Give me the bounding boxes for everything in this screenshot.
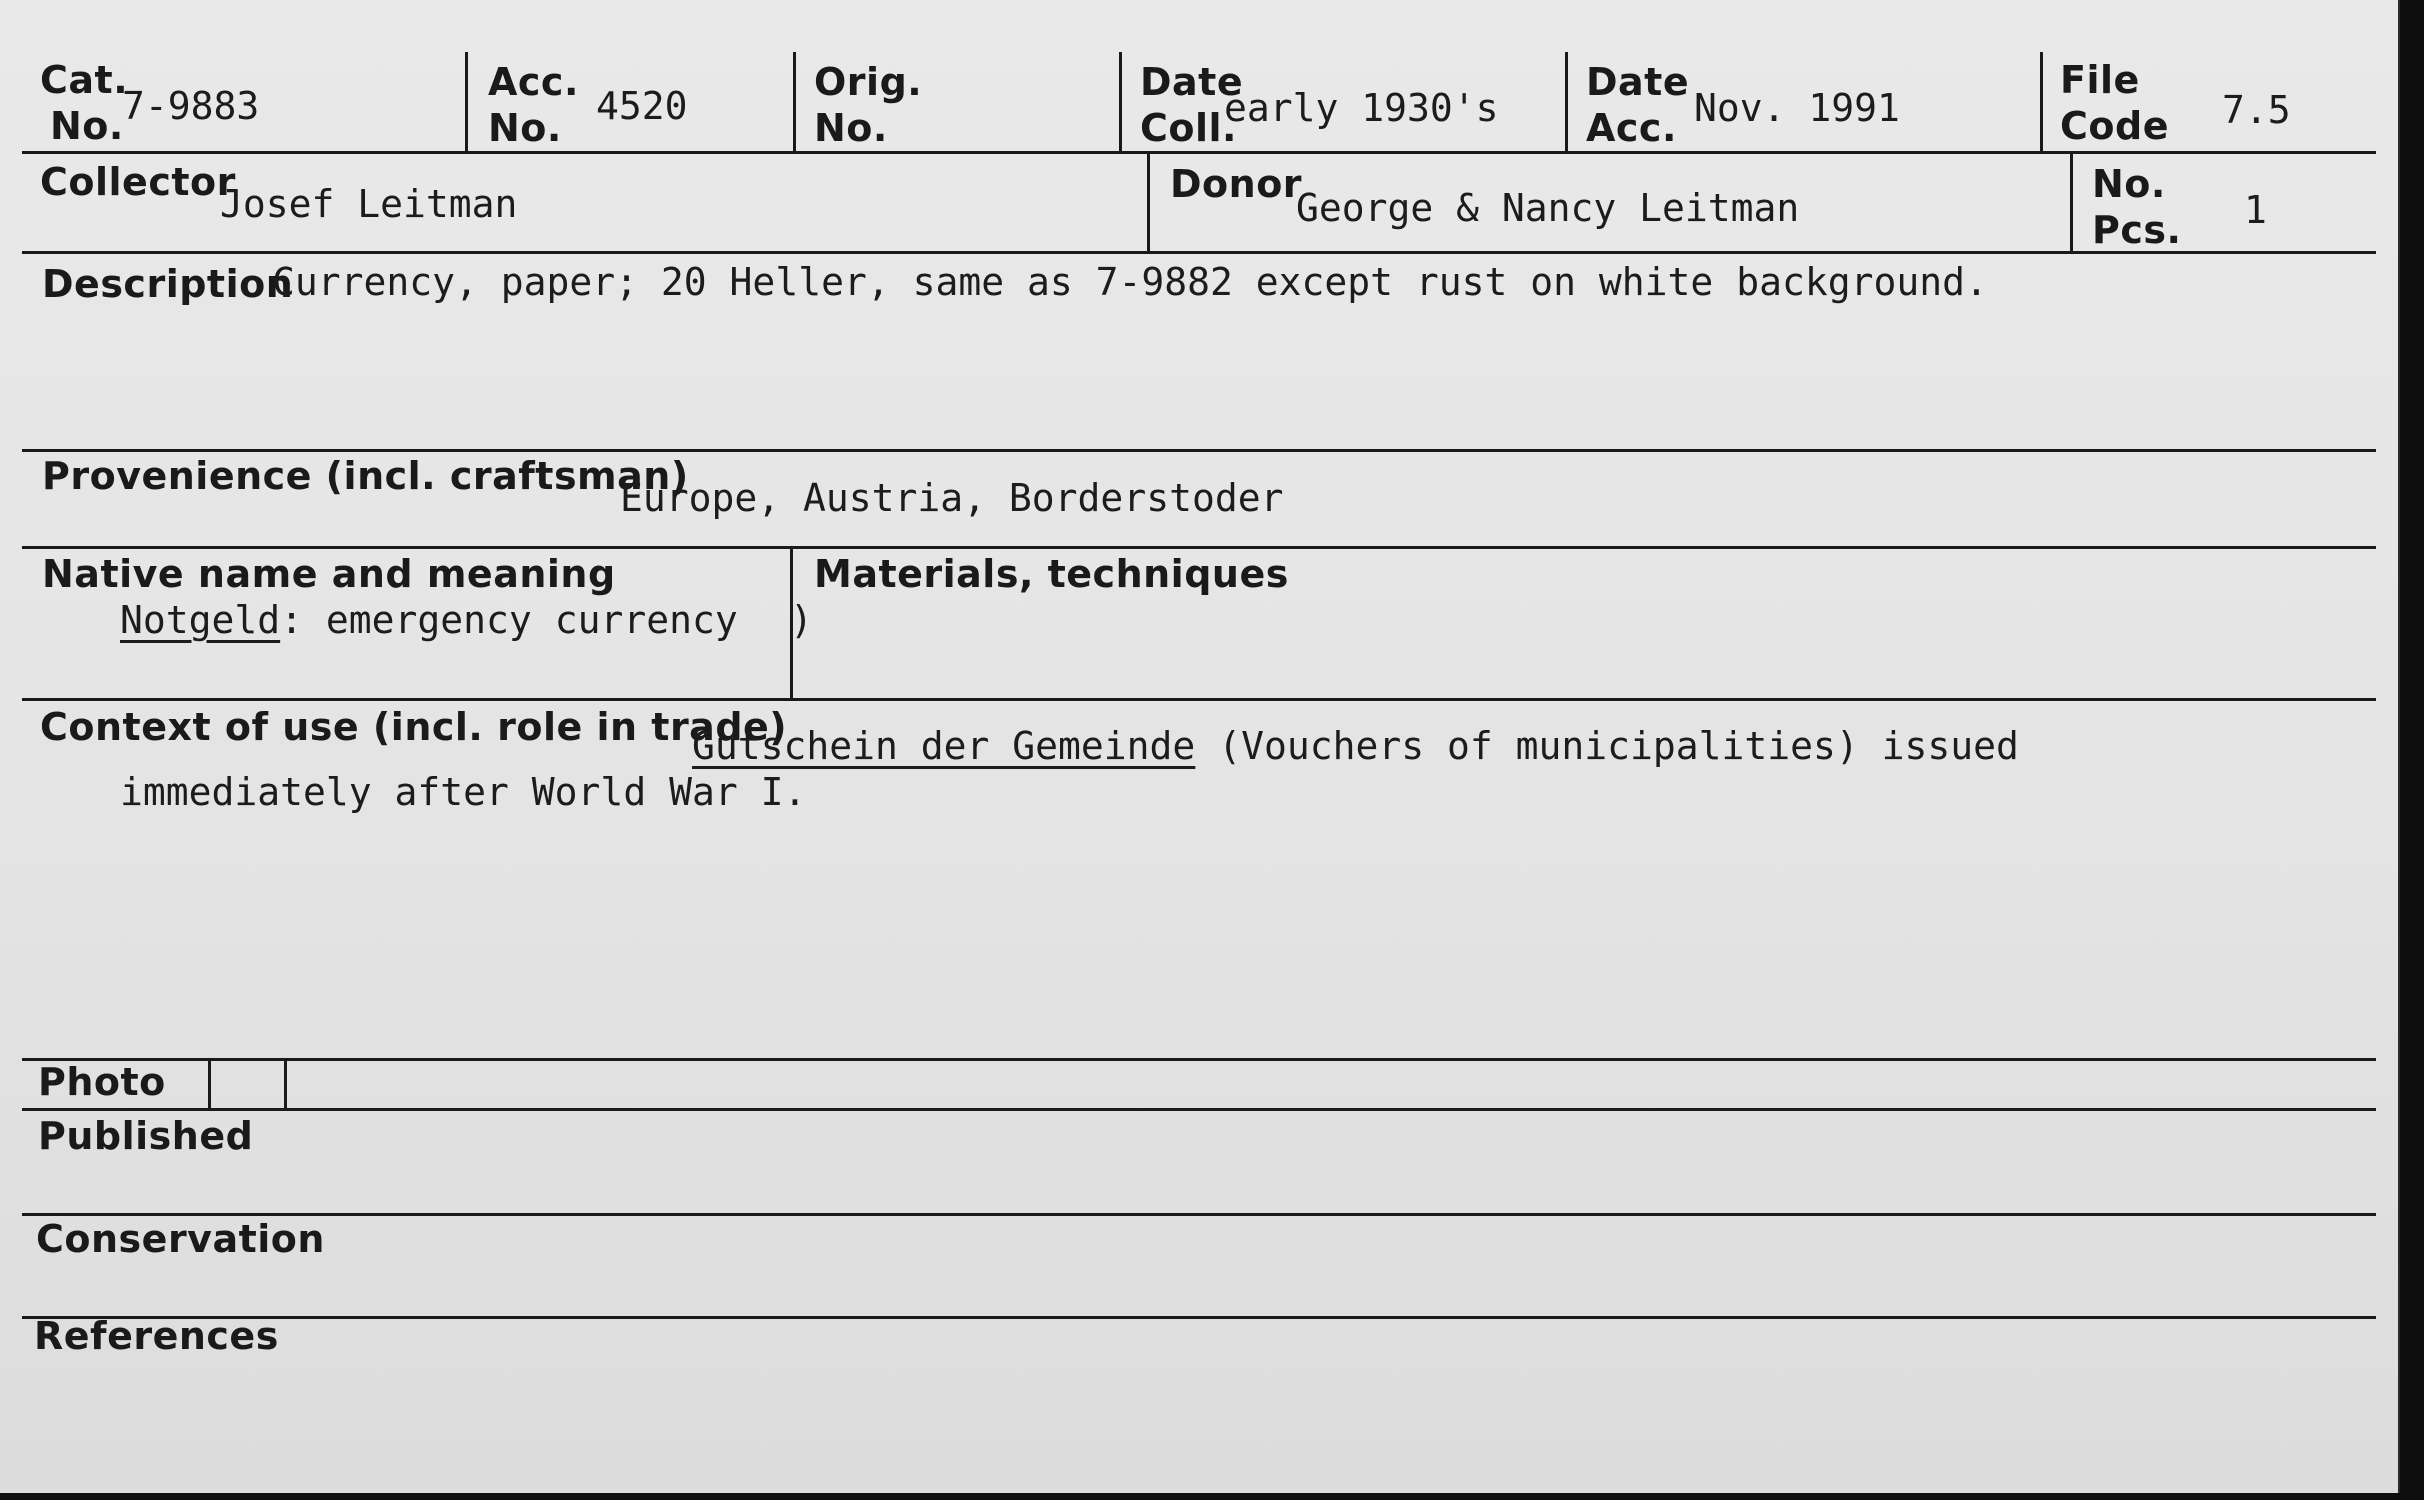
acc-no-label-2: No. xyxy=(488,106,562,150)
references-label: References xyxy=(34,1314,279,1358)
no-pcs-label-1: No. xyxy=(2092,162,2166,206)
native-term: Notgeld xyxy=(120,598,281,642)
file-code-value: 7.5 xyxy=(2222,88,2291,132)
photo-label: Photo xyxy=(38,1060,166,1104)
collector-value: Josef Leitman xyxy=(220,182,518,226)
native-name-value xyxy=(120,596,738,644)
description-label: Description xyxy=(42,262,294,306)
orig-no-label-1: Orig. xyxy=(814,60,923,104)
orig-no-label-2: No. xyxy=(814,106,888,150)
divider-orig-datecoll xyxy=(1119,52,1122,152)
native-close-paren: ) xyxy=(790,598,813,642)
date-coll-value: early 1930's xyxy=(1224,86,1499,130)
divider-datecoll-dateacc xyxy=(1565,52,1568,152)
collector-label: Collector xyxy=(40,160,236,204)
rule-conservation xyxy=(22,1316,2376,1319)
file-code-label-1: File xyxy=(2060,58,2140,102)
native-meaning: : emergency currency xyxy=(280,598,738,642)
rule-native xyxy=(22,698,2376,701)
date-coll-label-2: Coll. xyxy=(1140,106,1237,150)
no-pcs-label-2: Pcs. xyxy=(2092,208,2182,252)
date-acc-label-1: Date xyxy=(1586,60,1690,104)
no-pcs-value: 1 xyxy=(2244,188,2267,232)
divider-collector-donor xyxy=(1147,152,1150,253)
acc-no-value: 4520 xyxy=(596,84,688,128)
date-coll-label-1: Date xyxy=(1140,60,1244,104)
context-rest: (Vouchers of municipalities) issued xyxy=(1195,724,2019,768)
description-value: Currency, paper; 20 Heller, same as 7-9882 except rust on white background. xyxy=(272,260,1988,304)
provenience-value: Europe, Austria, Borderstoder xyxy=(620,476,1284,520)
divider-photo-box2 xyxy=(284,1059,287,1109)
cat-no-label-2: No. xyxy=(50,104,124,148)
date-acc-label-2: Acc. xyxy=(1586,106,1677,150)
divider-photo-box1 xyxy=(208,1059,211,1109)
rule-provenience xyxy=(22,546,2376,549)
rule-context xyxy=(22,1058,2376,1061)
rule-row2 xyxy=(22,251,2376,254)
divider-acc-orig xyxy=(793,52,796,152)
rule-photo xyxy=(22,1108,2376,1111)
cat-no-label-1: Cat. xyxy=(40,58,129,102)
context-line1 xyxy=(692,722,2019,770)
context-line2: immediately after World War I. xyxy=(120,770,807,814)
divider-donor-nopcs xyxy=(2070,152,2073,253)
context-label: Context of use (incl. role in trade) xyxy=(40,705,788,749)
context-term: Gutschein der Gemeinde xyxy=(692,724,1196,768)
file-code-label-2: Code xyxy=(2060,104,2169,148)
provenience-label: Provenience (incl. craftsman) xyxy=(42,454,689,498)
date-acc-value: Nov. 1991 xyxy=(1694,86,1900,130)
donor-label: Donor xyxy=(1170,162,1303,206)
conservation-label: Conservation xyxy=(36,1217,325,1261)
native-name-label: Native name and meaning xyxy=(42,552,616,596)
donor-value: George & Nancy Leitman xyxy=(1296,186,1800,230)
divider-dateacc-filecode xyxy=(2040,52,2043,152)
divider-cat-acc xyxy=(465,52,468,152)
published-label: Published xyxy=(38,1114,254,1158)
materials-label: Materials, techniques xyxy=(814,552,1289,596)
acc-no-label-1: Acc. xyxy=(488,60,579,104)
rule-published xyxy=(22,1213,2376,1216)
cat-no-value: 7-9883 xyxy=(122,84,260,128)
